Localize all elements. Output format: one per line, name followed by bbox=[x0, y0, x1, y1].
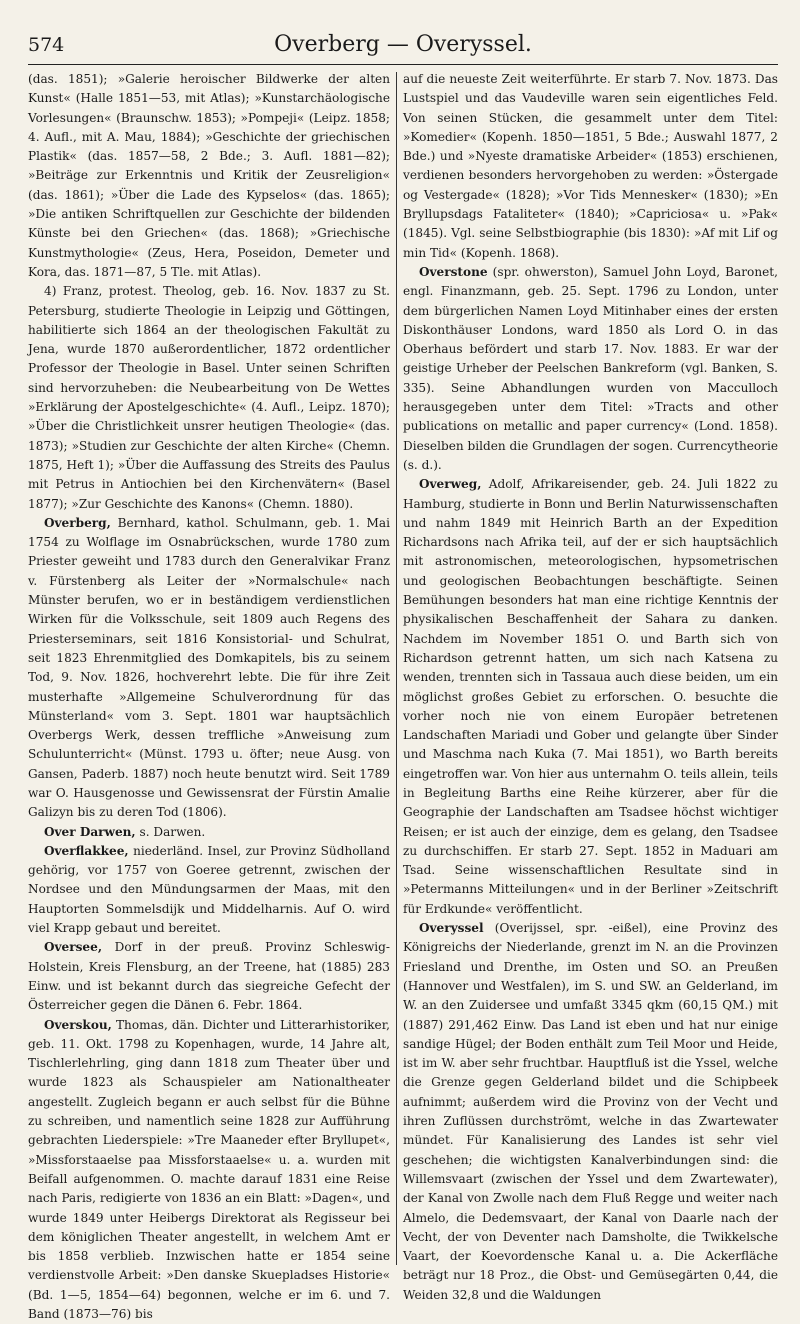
text-columns bbox=[28, 70, 778, 1321]
entry-text: Bernhard, kathol. Schulmann, geb. 1. Mai 1754 zu Wolflage im Osnabrückschen, wurde 1780 zum Priester geweiht und 1783 durch den Generalvikar Franz v. Fürstenberg als Leiter der »Normalschule« nach Münster berufen, wo er in beständigem verdienstlichen Wirken für die Volksschule, seit 1809 auch Regens des Priesterseminars, seit 1816 Konsistorial- und Schulrat, seit 1823 Ehrenmitglied des Domkapitels, bis zu seinem Tod, 9. Nov. 1826, hochverehrt lebte. Die für ihre Zeit musterhafte »Allgemeine Schulverordnung für das Münsterland« vom 3. Sept. 1801 war hauptsächlich Overbergs Werk, dessen treffliche »Anweisung zum Schulunterricht« (Münst. 1793 u. öfter; neue Ausg. von Gansen, Paderb. 1887) noch heute benutzt wird. Seit 1789 war O. Hausgenosse und Gewissensrat der Fürstin Amalie Galizyn bis zu deren Tod (1806). bbox=[28, 515, 390, 820]
entry-headword: Overberg, bbox=[44, 515, 111, 530]
dictionary-entry bbox=[28, 514, 390, 823]
left-column bbox=[28, 70, 390, 1321]
entry-headword: Overskou, bbox=[44, 1017, 112, 1032]
entry-text: Adolf, Afrikareisender, geb. 24. Juli 1822 zu Hamburg, studierte in Bonn und Berlin Naturwissenschaften und nahm 1849 mit Heinrich Barth an der Expedition Richardsons nach Afrika teil, auf der er sich hauptsächlich mit astronomischen, meteorologischen, hypsometrischen und geologischen Beobachtungen beschäftigte. Seinen Bemühungen besonders hat man eine richtige Kenntnis der physikalischen Beschaffenheit der Sahara zu danken. Nachdem im November 1851 O. und Barth sich von Richardson getrennt hatten, um sich nach Katsena zu wenden, trennten sich in Tassaua auch diese beiden, um ein möglichst großes Gebiet zu erforschen. O. besuchte die vorher noch nie von einem Europäer betretenen Landschaften Mariadi und Gober und gelangte über Sinder und Maschma nach Kuka (7. Mai 1851), wo Barth bereits eingetroffen war. Von hier aus unternahm O. teils allein, teils in Begleitung Barths eine Reihe kürzerer, aber für die Geographie der Landschaften am Tsadsee höchst wichtiger Reisen; er ist auch der einzige, dem es gelang, den Tsadsee zu durchschiffen. Er starb 27. Sept. 1852 in Maduari am Tsad. Seine wissenschaftlichen Resultate sind in »Petermanns Mitteilungen« und in der Berliner »Zeitschrift für Erdkunde« veröffentlicht. bbox=[403, 477, 778, 916]
entry-text: Thomas, dän. Dichter und Litterarhistoriker, geb. 11. Okt. 1798 zu Kopenhagen, wurde, 14 Jahre alt, Tischlerlehrling, ging dann 1818 zum Theater über und wurde 1823 als Schauspieler am Nationaltheater angestellt. Zugleich begann er auch selbst für die Bühne zu schreiben, und namentlich seine 1828 zur Aufführung gebrachten Liederspiele: »Tre Maaneder efter Bryllupet«, »Missforstaaelse paa Missforstaaelse« u. a. wurden mit Beifall aufgenommen. O. machte darauf 1831 eine Reise nach Paris, redigierte von 1836 an ein Blatt: »Dagen«, und wurde 1849 unter Heibergs Direktorat als Regisseur bei dem königlichen Theater angestellt, in welchem Amt er bis 1858 verblieb. Inzwischen hatte er 1854 seine verdienstvolle Arbeit: »Den danske Skuepladses Historie« (Bd. 1—5, 1854—64) begonnen, welche er im 6. und 7. Band (1873—76) bis bbox=[28, 1017, 390, 1321]
dictionary-entry bbox=[28, 938, 390, 1015]
dictionary-entry bbox=[403, 475, 778, 919]
dictionary-entry bbox=[403, 919, 778, 1305]
continued-paragraph: auf die neueste Zeit weiterführte. Er starb 7. Nov. 1873. Das Lustspiel und das Vaudeville waren sein eigentliches Feld. Von seinen Stücken, die gesammelt unter dem Titel: »Komedier« (Kopenh. 1850—1851, 5 Bde.; Auswahl 1877, 2 Bde.) und »Nyeste dramatiske Arbeider« (1853) erschienen, verdienen besonders hervorgehoben zu werden: »Östergade og Vestergade« (1828); »Vor Tids Mennesker« (1830); »En Bryllupsdags Fataliteter« (1840); »Capriciosa« u. »Pak« (1845). Vgl. seine Selbstbiographie (bis 1830): »Af mit Lif og min Tid« (Kopenh. 1868). bbox=[403, 72, 778, 260]
entry-text: (spr. ohwerston), Samuel John Loyd, Baronet, engl. Finanzmann, geb. 25. Sept. 1796 zu London, unter dem bürgerlichen Namen Loyd Mitinhaber eines der ersten Diskonthäuser Londons, ward 1850 als Lord O. in das Oberhaus befördert und starb 17. Nov. 1883. Er war der geistige Urheber der Peelschen Bankreform (vgl. Banken, S. 335). Seine Abhandlungen wurden von Macculloch herausgegeben unter dem Titel: »Tracts and other publications on metallic and paper currency« (Lond. 1858). Dieselben bilden die Grundlagen der sogen. Currencytheorie (s. d.). bbox=[403, 264, 778, 472]
entry-text: s. Darwen. bbox=[135, 824, 206, 839]
column-divider bbox=[396, 72, 397, 1265]
entry-headword: Overstone bbox=[419, 264, 488, 279]
entry-headword: Overflakkee, bbox=[44, 843, 129, 858]
page-header bbox=[28, 30, 778, 65]
running-title: Overberg — Overyssel. bbox=[274, 32, 532, 57]
dictionary-entry bbox=[403, 263, 778, 475]
dictionary-entry bbox=[28, 842, 390, 938]
entry-text: niederländ. Insel, zur Provinz Südholland gehörig, vor 1757 von Goeree getrennt, zwischen der Nordsee und den Mündungsarmen der Maas, mit den Hauptorten Sommelsdijk und Middelharnis. Auf O. wird viel Krapp gebaut und bereitet. bbox=[28, 843, 390, 936]
continued-paragraph: (das. 1851); »Galerie heroischer Bildwerke der alten Kunst« (Halle 1851—53, mit Atlas); »Kunstarchäologische Vorlesungen« (Braunschw. 1853); »Pompeji« (Leipz. 1858; 4. Aufl., mit A. Mau, 1884); »Geschichte der griechischen Plastik« (das. 1857—58, 2 Bde.; 3. Aufl. 1881—82); »Beiträge zur Erkenntnis und Kritik der Zeusreligion« (das. 1861); »Über die Lade des Kypselos« (das. 1865); »Die antiken Schriftquellen zur Geschichte der bildenden Künste bei den Griechen« (das. 1868); »Griechische Kunstmythologie« (Zeus, Hera, Poseidon, Demeter und Kora, das. 1871—87, 5 Tle. mit Atlas). bbox=[28, 72, 390, 279]
dictionary-entry bbox=[28, 823, 390, 842]
entry-text: (Overijssel, spr. -eißel), eine Provinz des Königreichs der Niederlande, grenzt im N. an die Provinzen Friesland und Drenthe, im Osten und SO. an Preußen (Hannover und Westfalen), im S. und SW. an Gelderland, im W. an den Zuidersee und umfaßt 3345 qkm (60,15 QM.) mit (1887) 291,462 Einw. Das Land ist eben und hat nur einige sandige Hügel; der Boden enthält zum Teil Moor und Heide, ist im W. aber sehr fruchtbar. Hauptfluß ist die Yssel, welche die Grenze gegen Gelderland bildet und die Schipbeek aufnimmt; außerdem wird die Provinz von der Vecht und ihren Zuflüssen durchströmt, welche in das Zwartewater mündet. Für Kanalisierung des Landes ist sehr viel geschehen; die wichtigsten Kanalverbindungen sind: die Willemsvaart (zwischen der Yssel und dem Zwartewater), der Kanal von Zwolle nach dem Fluß Regge und weiter nach Almelo, die Dedemsvaart, der Kanal von Daarle nach der Vecht, der von Deventer nach Damsholte, die Twikkelsche Vaart, der Koevordensche Kanal u. a. Die Ackerfläche beträgt nur 18 Proz., die Obst- und Gemüsegärten 0,44, die Weiden 32,8 und die Waldungen bbox=[403, 921, 778, 1302]
entry-headword: Over Darwen, bbox=[44, 824, 136, 839]
sub-entry-paragraph: 4) Franz, protest. Theolog, geb. 16. Nov. 1837 zu St. Petersburg, studierte Theologie in Leipzig und Göttingen, habilitierte sich 1864 an der theologischen Fakultät zu Jena, wurde 1870 außerordentlicher, 1872 ordentlicher Professor der Theologie in Basel. Unter seinen Schriften sind hervorzuheben: die Neubearbeitung von De Wettes »Erklärung der Apostelgeschichte« (4. Aufl., Leipz. 1870); »Über die Christlichkeit unsrer heutigen Theologie« (das. 1873); »Studien zur Geschichte der alten Kirche« (Chemn. 1875, Heft 1); »Über die Auffassung des Streits des Paulus mit Petrus in Antiochien bei den Kirchenvätern« (Basel 1877); »Zur Geschichte des Kanons« (Chemn. 1880). bbox=[28, 284, 390, 511]
entry-headword: Overyssel bbox=[419, 921, 484, 936]
entry-text: Dorf in der preuß. Provinz Schleswig-Holstein, Kreis Flensburg, an der Treene, hat (1885) 283 Einw. und ist bekannt durch das siegreiche Gefecht der Österreicher gegen die Dänen 6. Febr. 1864. bbox=[28, 940, 390, 1013]
page-number: 574 bbox=[28, 34, 65, 56]
right-column bbox=[403, 70, 778, 1302]
entry-headword: Oversee, bbox=[44, 940, 103, 955]
entry-headword: Overweg, bbox=[419, 477, 482, 492]
dictionary-entry bbox=[28, 1016, 390, 1324]
